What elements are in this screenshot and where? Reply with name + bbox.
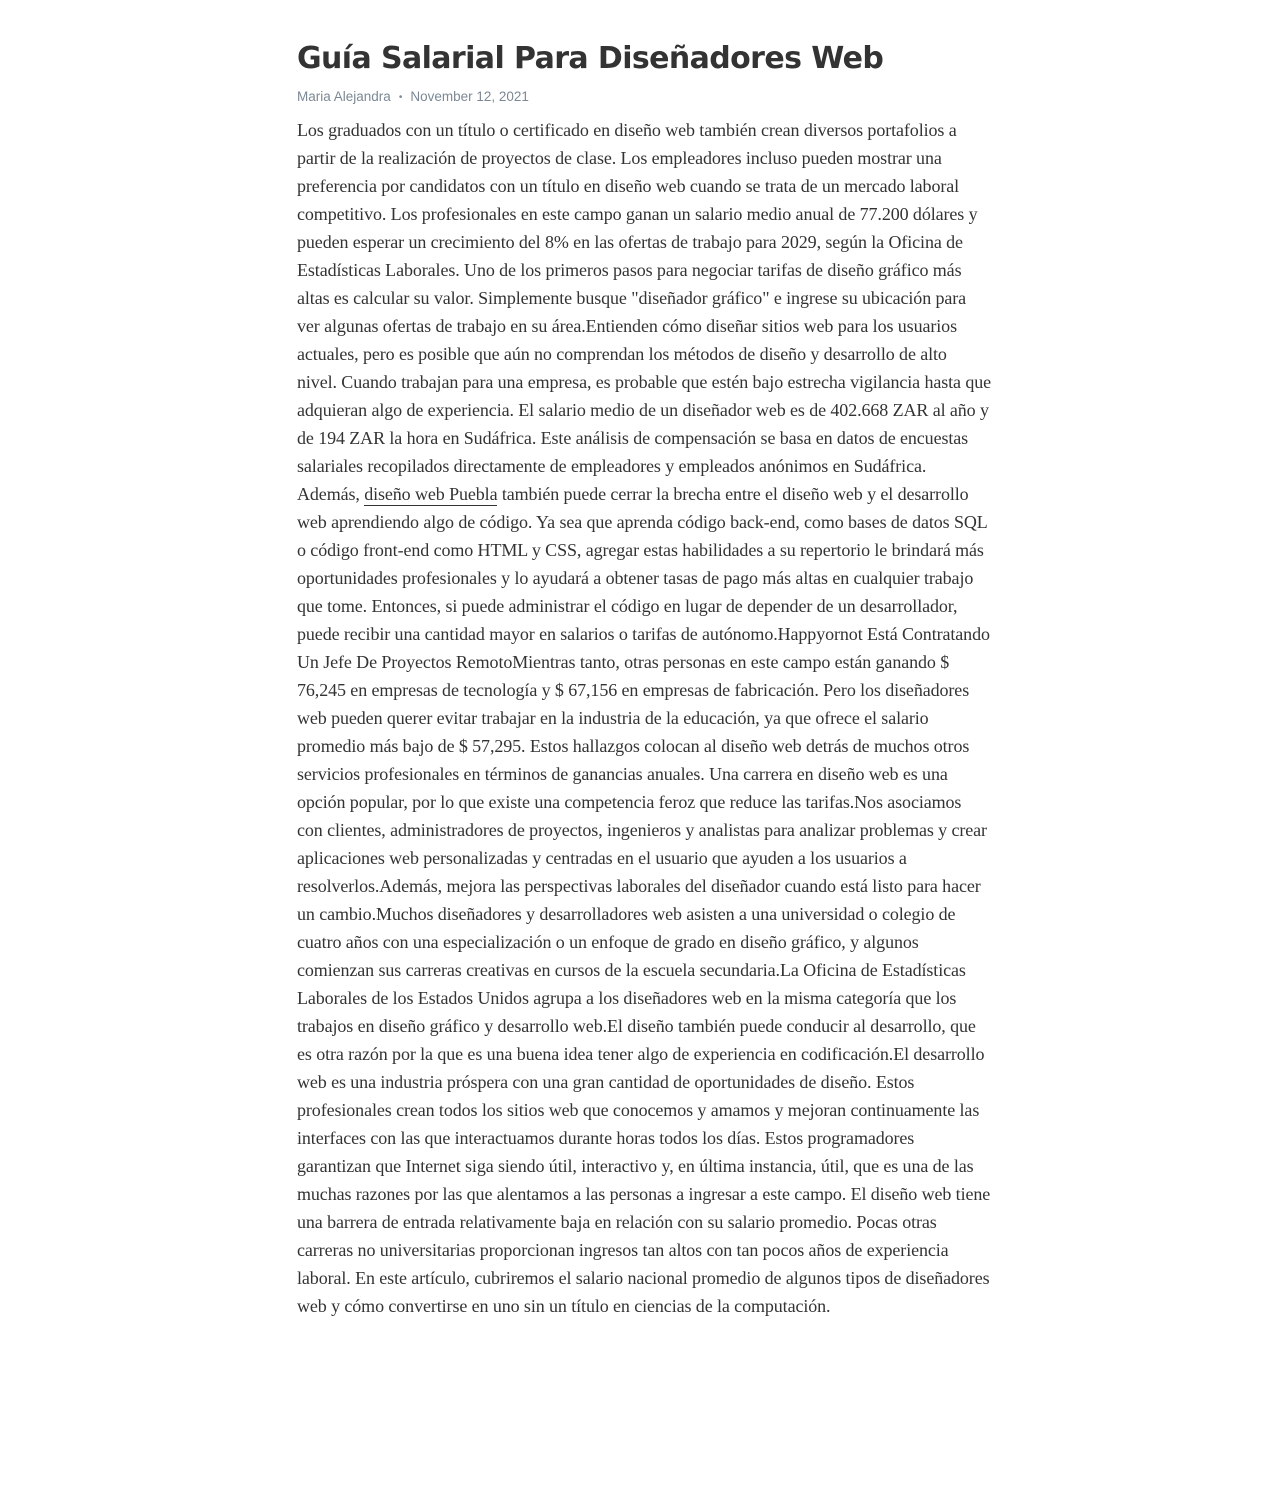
article-body xyxy=(297,116,991,1320)
article-meta xyxy=(297,87,991,108)
inline-link[interactable]: diseño web Puebla xyxy=(364,484,498,504)
meta-separator: • xyxy=(398,92,403,103)
body-text-part-2: también puede cerrar la brecha entre el diseño web y el desarrollo web aprendiendo algo de código. Ya sea que aprenda código back-end, como bases de datos SQL o código front-end como HTML y CSS, agregar estas habilidades a su repertorio le brindará más oportunidades profesionales y lo ayudará a obtener tasas de pago más altas en cualquier trabajo que tome. Entonces, si puede administrar el código en lugar de depender de un desarrollador, puede recibir una cantidad mayor en salarios o tarifas de autónomo.Happyornot Está Contratando Un Jefe De Proyectos RemotoMientras tanto, otras personas en este campo están ganando $ 76,245 en empresas de tecnología y $ 67,156 en empresas de fabricación. Pero los diseñadores web pueden querer evitar trabajar en la industria de la educación, ya que ofrece el salario promedio más bajo de $ 57,295. Estos hallazgos colocan al diseño web detrás de muchos otros servicios profesionales en términos de ganancias anuales. Una carrera en diseño web es una opción popular, por lo que existe una competencia feroz que reduce las tarifas.Nos asociamos con clientes, administradores de proyectos, ingenieros y analistas para analizar problemas y crear aplicaciones web personalizadas y centradas en el usuario que ayuden a los usuarios a resolverlos.Además, mejora las perspectivas laborales del diseñador cuando está listo para hacer un cambio.Muchos diseñadores y desarrolladores web asisten a una universidad o colegio de cuatro años con una especialización o un enfoque de grado en diseño gráfico, y algunos comienzan sus carreras creativas en cursos de la escuela secundaria.La Oficina de Estadísticas Laborales de los Estados Unidos agrupa a los diseñadores web en la misma categoría que los trabajos en diseño gráfico y desarrollo web.El diseño también puede conducir al desarrollo, que es otra razón por la que es una buena idea tener algo de experiencia en codificación.El desarrollo web es una industria próspera con una gran cantidad de oportunidades de diseño. Estos profesionales crean todos los sitios web que conocemos y amamos y mejoran continuamente las interfaces con las que interactuamos durante horas todos los días. Estos programadores garantizan que Internet siga siendo útil, interactivo y, en última instancia, útil, que es una de las muchas razones por las que alentamos a las personas a ingresar a este campo. El diseño web tiene una barrera de entrada relativamente baja en relación con su salario promedio. Pocas otras carreras no universitarias proporcionan ingresos tan altos con tan pocos años de experiencia laboral. En este artículo, cubriremos el salario nacional promedio de algunos tipos de diseñadores web y cómo convertirse en uno sin un título en ciencias de la computación. xyxy=(297,484,991,1316)
author-name: Maria Alejandra xyxy=(297,89,391,104)
body-text-part-1: Los graduados con un título o certificado en diseño web también crean diversos portafolios a partir de la realización de proyectos de clase. Los empleadores incluso pueden mostrar una preferencia por candidatos con un título en diseño web cuando se trata de un mercado laboral competitivo. Los profesionales en este campo ganan un salario medio anual de 77.200 dólares y pueden esperar un crecimiento del 8% en las ofertas de trabajo para 2029, según la Oficina de Estadísticas Laborales. Uno de los primeros pasos para negociar tarifas de diseño gráfico más altas es calcular su valor. Simplemente busque "diseñador gráfico" e ingrese su ubicación para ver algunas ofertas de trabajo en su área.Entienden cómo diseñar sitios web para los usuarios actuales, pero es posible que aún no comprendan los métodos de diseño y desarrollo de alto nivel. Cuando trabajan para una empresa, es probable que estén bajo estrecha vigilancia hasta que adquieran algo de experiencia. El salario medio de un diseñador web es de 402.668 ZAR al año y de 194 ZAR la hora en Sudáfrica. Este análisis de compensación se basa en datos de encuestas salariales recopilados directamente de empleadores y empleados anónimos en Sudáfrica. Además, xyxy=(297,120,992,504)
article-title: Guía Salarial Para Diseñadores Web xyxy=(297,41,884,76)
publish-date: November 12, 2021 xyxy=(410,89,529,104)
article xyxy=(297,38,991,1338)
